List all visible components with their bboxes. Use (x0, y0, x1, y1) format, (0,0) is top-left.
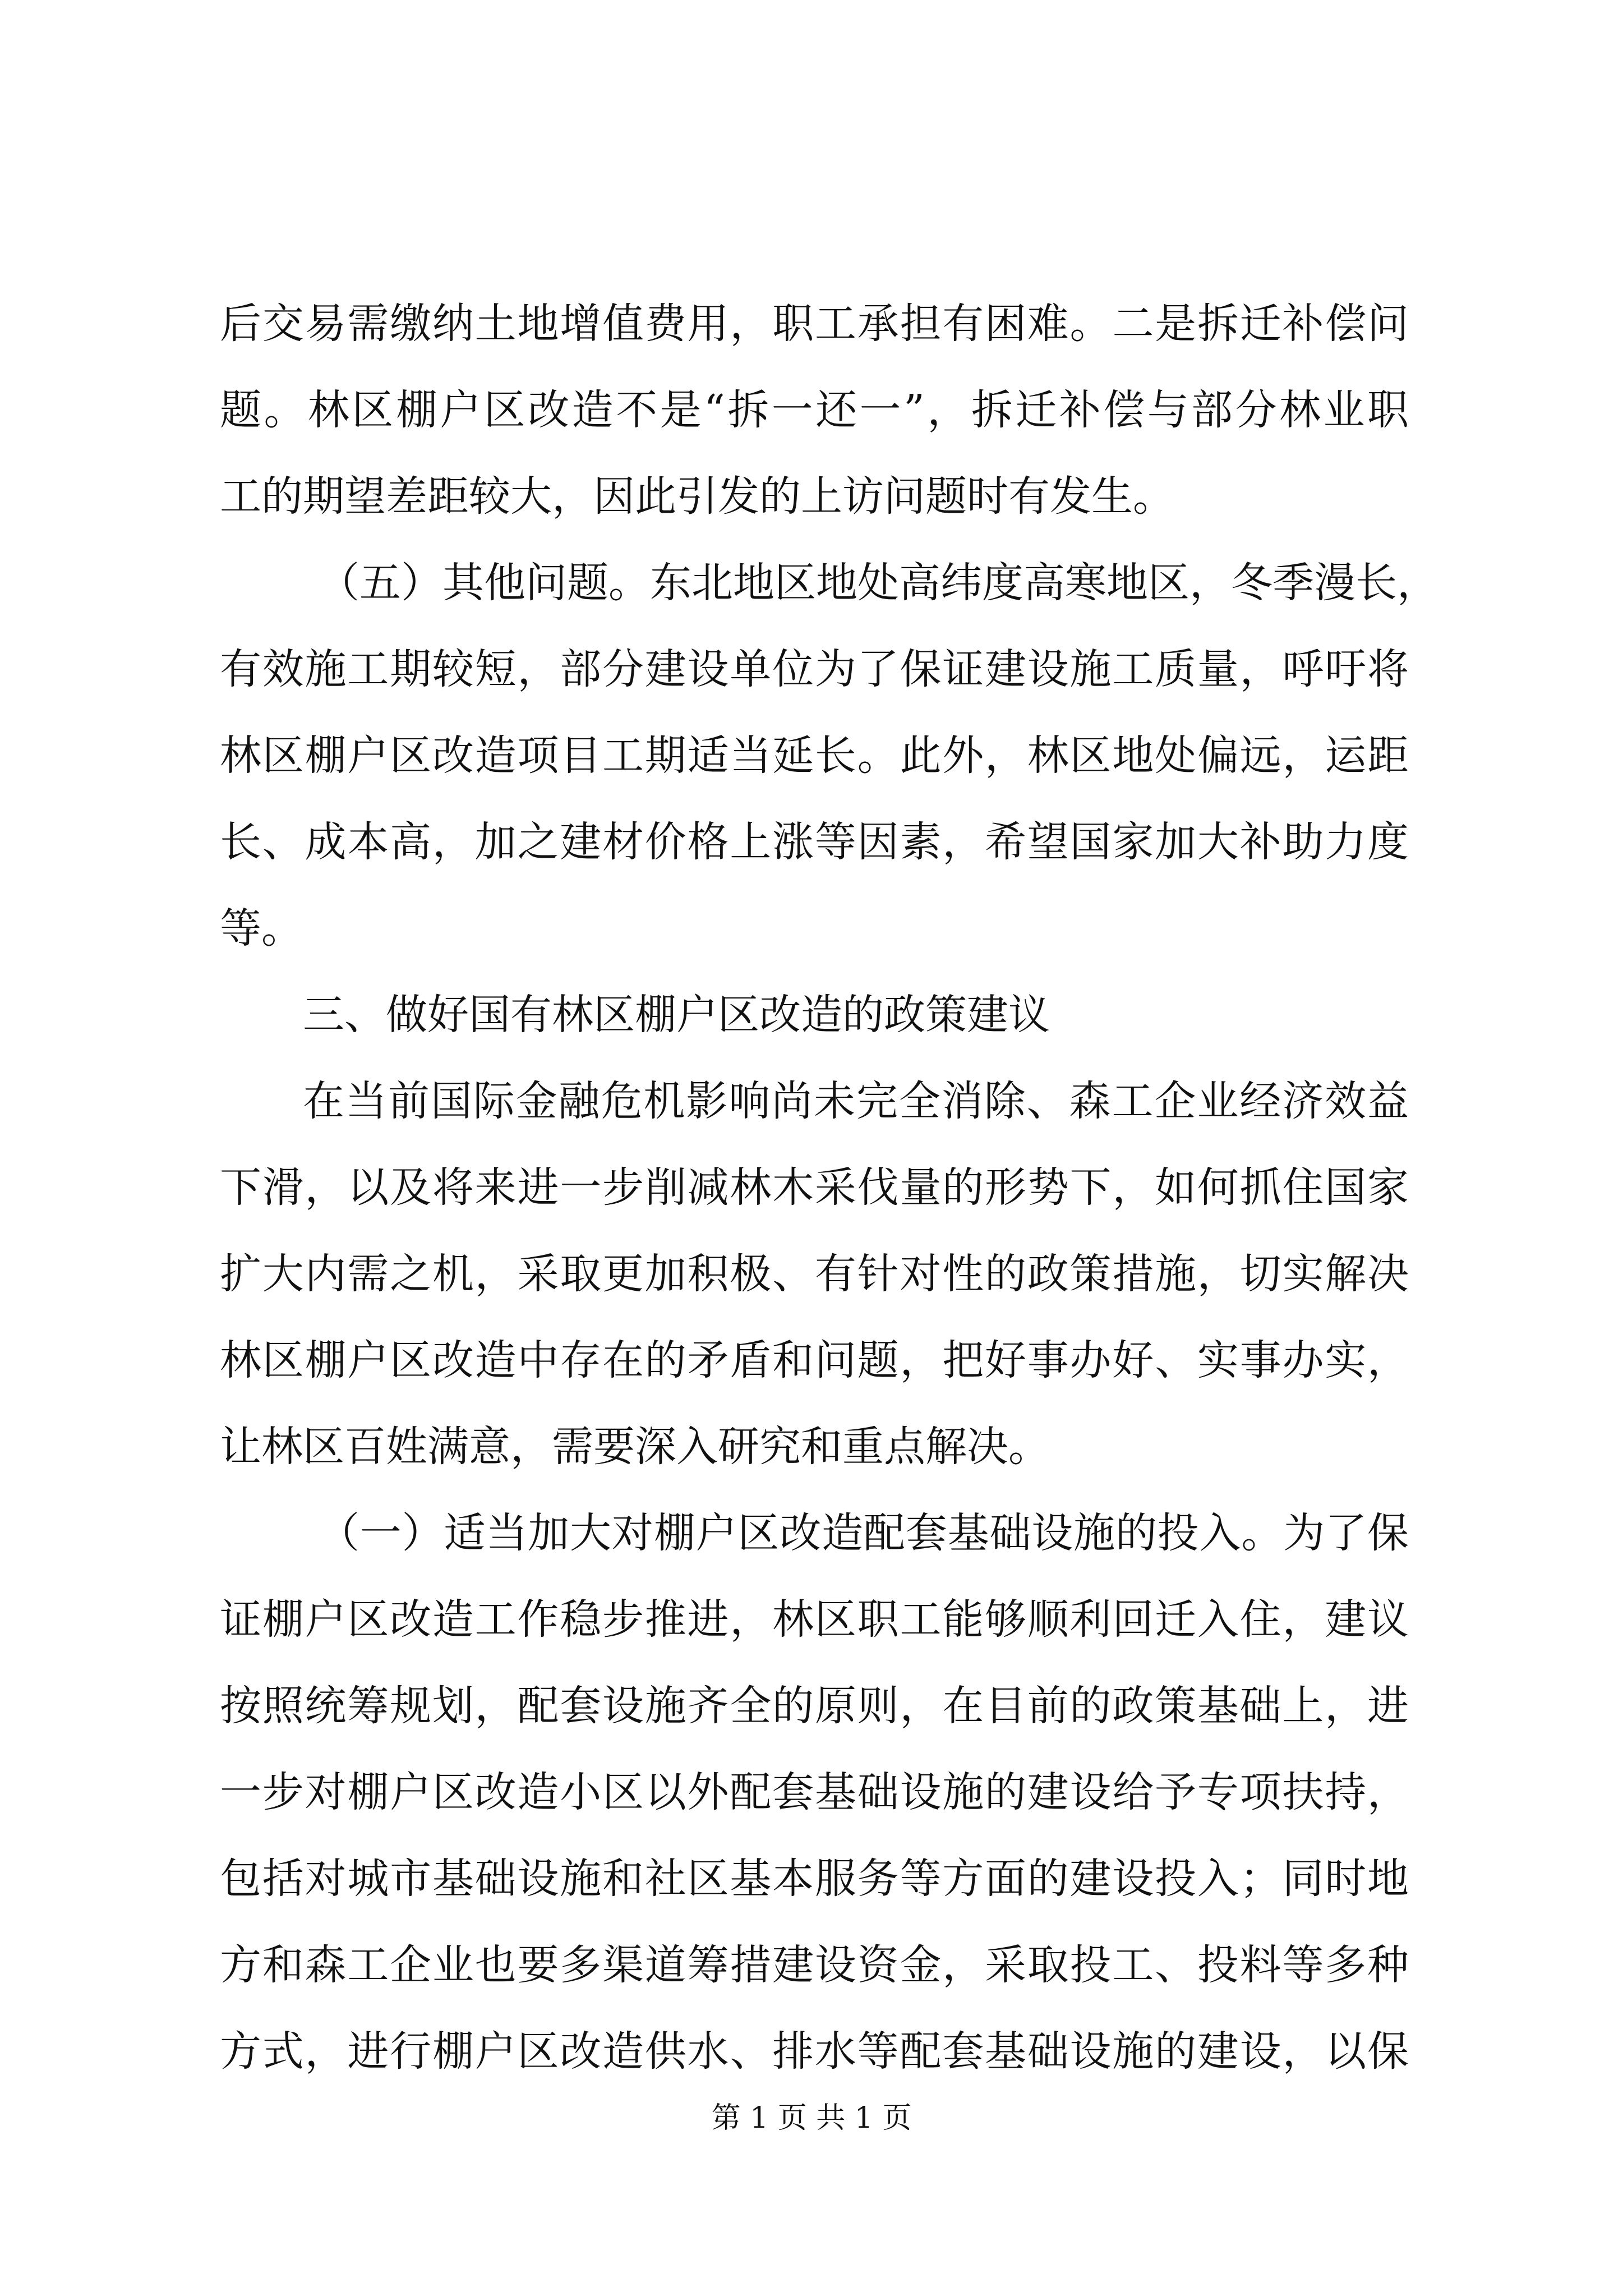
text-line: 扩大内需之机，采取更加积极、有针对性的政策措施，切实解决 (220, 1250, 1409, 1298)
text-line: 按照统筹规划，配套设施齐全的原则，在目前的政策基础上，进 (220, 1682, 1409, 1730)
text-line: 林区棚户区改造中存在的矛盾和问题，把好事办好、实事办实， (220, 1336, 1409, 1384)
text-line: 等。 (220, 904, 303, 953)
text-line: 方和森工企业也要多渠道筹措建设资金，采取投工、投料等多种 (220, 1941, 1409, 1989)
text-line: 在当前国际金融危机影响尚未完全消除、森工企业经济效益 (303, 1077, 1409, 1125)
text-line: 包括对城市基础设施和社区基本服务等方面的建设投入；同时地 (220, 1855, 1409, 1903)
text-line: 林区棚户区改造项目工期适当延长。此外，林区地处偏远，运距 (220, 731, 1409, 780)
section-heading-5: （五）其他问题。东北地区地处高纬度高寒地区，冬季漫长， (318, 559, 1438, 607)
section-heading-1: （一）适当加大对棚户区改造配套基础设施的投入。为了保 (318, 1509, 1409, 1557)
text-line: 工的期望差距较大，因此引发的上访问题时有发生。 (220, 472, 1174, 521)
text-line: 证棚户区改造工作稳步推进，林区职工能够顺利回迁入住，建议 (220, 1595, 1409, 1644)
text-line: 让林区百姓满意，需要深入研究和重点解决。 (220, 1423, 1050, 1471)
text-line: 一步对棚户区改造小区以外配套基础设施的建设给予专项扶持， (220, 1768, 1409, 1816)
text-line: 有效施工期较短，部分建设单位为了保证建设施工质量，呼吁将 (220, 645, 1409, 693)
text-line: 题。林区棚户区改造不是“拆一还一”，拆迁补偿与部分林业职 (220, 386, 1409, 434)
page-footer (0, 2096, 1623, 2141)
text-line: 下滑，以及将来进一步削减林木采伐量的形势下，如何抓住国家 (220, 1163, 1409, 1212)
text-line: 后交易需缴纳土地增值费用，职工承担有困难。二是拆迁补偿问 (220, 300, 1409, 348)
text-line: 方式，进行棚户区改造供水、排水等配套基础设施的建设，以保 (220, 2027, 1409, 2076)
section-heading-3: 三、做好国有林区棚户区改造的政策建议 (303, 991, 1050, 1039)
body-text (220, 280, 1438, 2095)
text-line: 长、成本高，加之建材价格上涨等因素，希望国家加大补助力度 (220, 818, 1409, 866)
page-number-label: 第 1 页 共 1 页 (711, 2101, 912, 2135)
